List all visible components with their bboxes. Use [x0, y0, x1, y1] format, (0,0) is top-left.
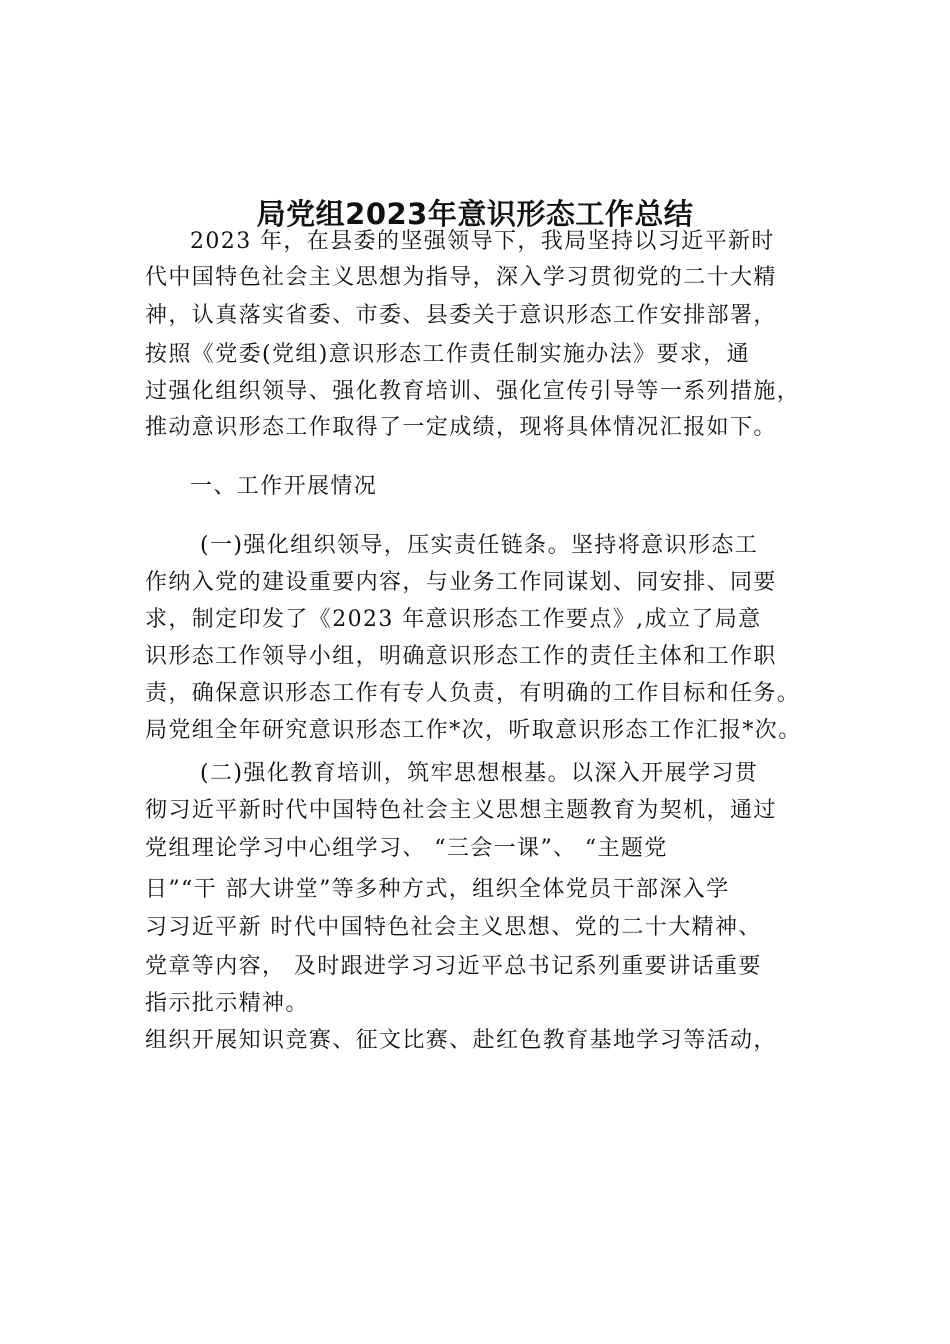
body-line: 神，认真落实省委、市委、县委关于意识形态工作安排部署， — [145, 303, 777, 328]
section-heading: 一、工作开展情况 — [190, 474, 378, 499]
body-line: 组织开展知识竞赛、征文比赛、赴红色教育基地学习等活动， — [145, 1028, 777, 1053]
body-line: 局党组全年研究意识形态工作*次，听取意识形态工作汇报*次。 — [145, 718, 802, 743]
body-line: 党章等内容， 及时跟进学习习近平总书记系列重要讲话重要 — [145, 954, 762, 979]
body-line: (二)强化教育培训，筑牢思想根基。以深入开展学习贯 — [200, 761, 759, 786]
body-line: 指示批示精神。 — [145, 991, 309, 1016]
body-line: 按照《党委(党组)意识形态工作责任制实施办法》要求，通 — [145, 342, 750, 367]
body-line: 2023 年，在县委的坚强领导下，我局坚持以习近平新时 — [190, 229, 775, 254]
body-line: 习习近平新 时代中国特色社会主义思想、党的二十大精神、 — [145, 915, 762, 940]
body-line: 求，制定印发了《2023 年意识形态工作要点》,成立了局意 — [145, 607, 762, 632]
body-line: 日”“干 部大讲堂”等多种方式，组织全体党员干部深入学 — [145, 877, 730, 902]
body-line: (一)强化组织领导，压实责任链条。坚持将意识形态工 — [200, 533, 759, 558]
body-line: 党组理论学习中心组学习、 “三会一课”、 “主题党 — [145, 836, 668, 861]
body-line: 过强化组织领导、强化教育培训、强化宣传引导等一系列措施， — [145, 379, 801, 404]
body-line: 彻习近平新时代中国特色社会主义思想主题教育为契机，通过 — [145, 798, 777, 823]
body-line: 责，确保意识形态工作有专人负责，有明确的工作目标和任务。 — [145, 681, 801, 706]
body-line: 推动意识形态工作取得了一定成绩，现将具体情况汇报如下。 — [145, 415, 777, 440]
document-title: 局党组2023年意识形态工作总结 — [256, 197, 694, 231]
body-line: 代中国特色社会主义思想为指导，深入学习贯彻党的二十大精 — [145, 265, 777, 290]
body-line: 作纳入党的建设重要内容，与业务工作同谋划、同安排、同要 — [145, 570, 777, 595]
body-line: 识形态工作领导小组，明确意识形态工作的责任主体和工作职 — [145, 644, 777, 669]
